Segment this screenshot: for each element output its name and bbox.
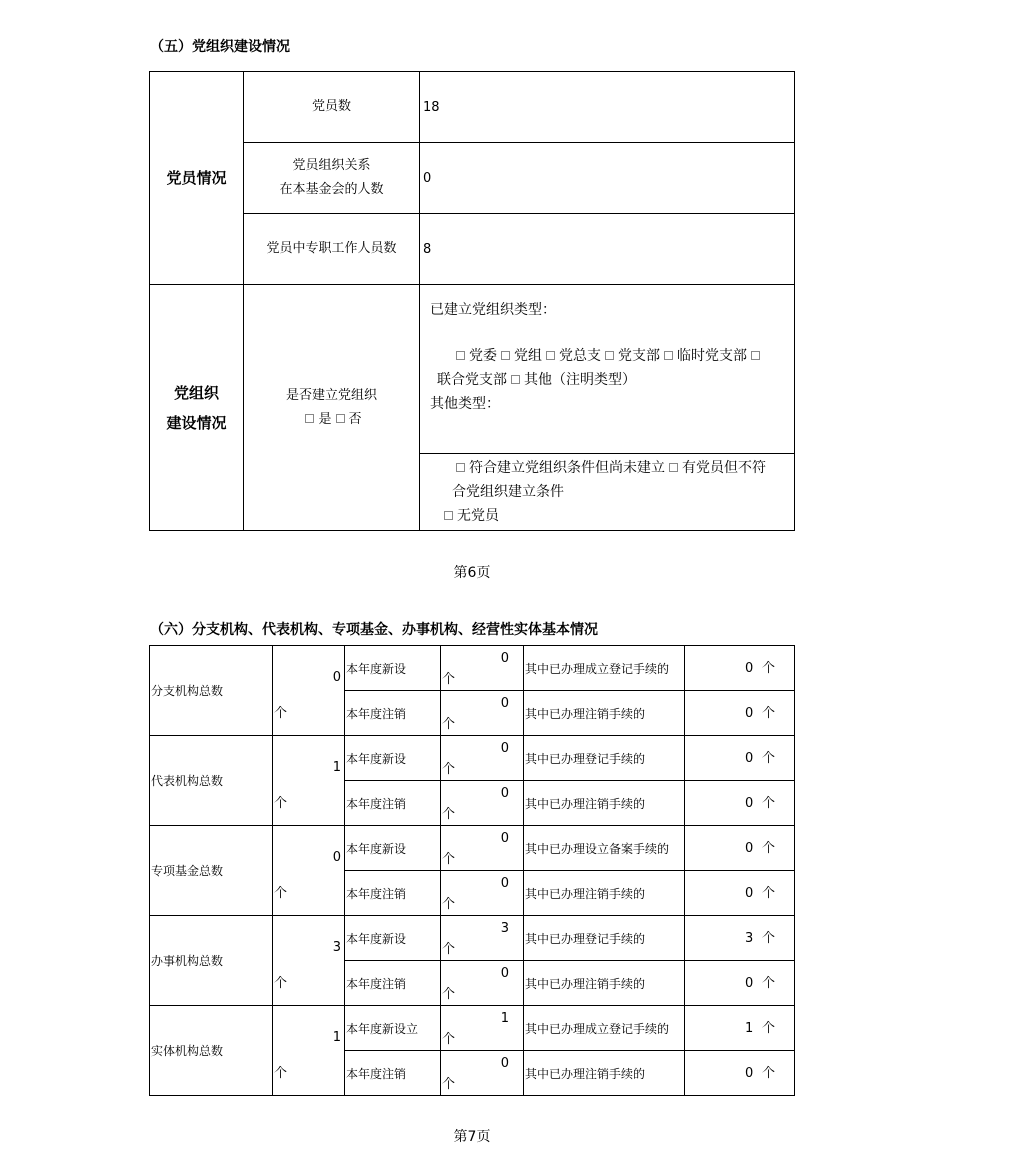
sub-label: 本年度新设 (345, 736, 441, 781)
done-value-cell (685, 1051, 795, 1096)
group-total-cell (273, 736, 345, 826)
sub-label: 本年度新设立 (345, 1006, 441, 1051)
unit-label: 个 (274, 1066, 288, 1081)
not-built-label-1: 符合建立党组织条件但尚未建立 (469, 460, 665, 476)
unit-label: 个 (442, 762, 456, 777)
sub-value: 0 (500, 1056, 509, 1071)
done-value: 0 (745, 796, 754, 811)
section6-title: （六）分支机构、代表机构、专项基金、办事机构、经营性实体基本情况 (150, 622, 598, 638)
member-relation-value: 0 (420, 143, 795, 214)
not-built-cell (420, 454, 795, 531)
type-checkbox-3[interactable] (546, 351, 555, 360)
sub-label: 本年度新设 (345, 826, 441, 871)
table-row (150, 646, 795, 691)
group-name: 代表机构总数 (150, 736, 273, 826)
group-total: 3 (332, 940, 341, 955)
sub-label: 本年度新设 (345, 916, 441, 961)
group-total: 1 (332, 1030, 341, 1045)
done-label: 其中已办理注销手续的 (524, 691, 685, 736)
sub-label: 本年度注销 (345, 691, 441, 736)
type-checkbox-2[interactable] (501, 351, 510, 360)
sub-label: 本年度注销 (345, 961, 441, 1006)
not-built-label-2: 有党员但不符合党组织建立条件 (452, 460, 766, 500)
done-value-cell (685, 1006, 795, 1051)
type-checkbox-6[interactable] (751, 351, 760, 360)
done-value: 0 (745, 886, 754, 901)
type-label-7: 其他（注明类型） (524, 372, 636, 388)
not-built-checkbox-1[interactable] (456, 463, 465, 472)
group-total-cell (273, 1006, 345, 1096)
sub-value-cell (441, 961, 524, 1006)
sub-value-cell (441, 916, 524, 961)
table-row (150, 826, 795, 871)
member-relation-label-line2: 在本基金会的人数 (279, 182, 384, 197)
type-checkbox-5[interactable] (664, 351, 673, 360)
not-built-checkbox-2[interactable] (669, 463, 678, 472)
org-section-label-line1: 党组织 (173, 383, 219, 402)
done-label: 其中已办理注销手续的 (524, 781, 685, 826)
type-label-4: 党支部 (618, 348, 660, 364)
group-total: 1 (332, 760, 341, 775)
done-value: 0 (745, 661, 754, 676)
member-count-label: 党员数 (244, 72, 420, 143)
done-value-cell (685, 646, 795, 691)
other-type-label: 其他类型： (430, 396, 500, 412)
sub-value-cell (441, 781, 524, 826)
branches-table (149, 645, 795, 1096)
type-label-2: 党组 (514, 348, 542, 364)
sub-value: 0 (500, 876, 509, 891)
type-label-1: 党委 (469, 348, 497, 364)
fulltime-staff-label: 党员中专职工作人员数 (244, 214, 420, 285)
group-name: 分支机构总数 (150, 646, 273, 736)
unit-label: 个 (442, 897, 456, 912)
sub-value-cell (441, 691, 524, 736)
sub-label: 本年度注销 (345, 871, 441, 916)
done-label: 其中已办理成立登记手续的 (524, 1006, 685, 1051)
done-label: 其中已办理设立备案手续的 (524, 826, 685, 871)
unit-label: 个 (762, 886, 776, 901)
group-name: 实体机构总数 (150, 1006, 273, 1096)
types-title: 已建立党组织类型： (430, 302, 556, 318)
type-label-3: 党总支 (559, 348, 601, 364)
sub-value-cell (441, 646, 524, 691)
sub-value-cell (441, 871, 524, 916)
done-label: 其中已办理注销手续的 (524, 961, 685, 1006)
unit-label: 个 (442, 1032, 456, 1047)
type-checkbox-4[interactable] (605, 351, 614, 360)
section5-title: （五）党组织建设情况 (150, 39, 290, 55)
unit-label: 个 (442, 717, 456, 732)
done-value-cell (685, 961, 795, 1006)
sub-label: 本年度新设 (345, 646, 441, 691)
done-value: 0 (745, 841, 754, 856)
unit-label: 个 (762, 1066, 776, 1081)
established-question: 是否建立党组织 (285, 387, 377, 403)
group-total-cell (273, 826, 345, 916)
sub-value: 0 (500, 831, 509, 846)
done-label: 其中已办理登记手续的 (524, 736, 685, 781)
done-label: 其中已办理注销手续的 (524, 1051, 685, 1096)
no-label: 否 (348, 411, 362, 427)
unit-label: 个 (762, 796, 776, 811)
done-value-cell (685, 826, 795, 871)
group-total-cell (273, 916, 345, 1006)
type-checkbox-1[interactable] (456, 351, 465, 360)
done-value: 0 (745, 751, 754, 766)
done-value: 0 (745, 1066, 754, 1081)
sub-label: 本年度注销 (345, 1051, 441, 1096)
sub-value-cell (441, 1051, 524, 1096)
sub-value: 0 (500, 786, 509, 801)
done-value: 0 (745, 706, 754, 721)
group-total: 0 (332, 850, 341, 865)
unit-label: 个 (442, 852, 456, 867)
group-total-cell (273, 646, 345, 736)
org-types-cell (420, 285, 795, 454)
group-total: 0 (332, 670, 341, 685)
group-name: 专项基金总数 (150, 826, 273, 916)
unit-label: 个 (442, 942, 456, 957)
yes-label: 是 (318, 411, 332, 427)
table-row (150, 736, 795, 781)
unit-label: 个 (274, 796, 288, 811)
type-checkbox-7[interactable] (511, 375, 520, 384)
unit-label: 个 (442, 807, 456, 822)
unit-label: 个 (762, 661, 776, 676)
done-label: 其中已办理登记手续的 (524, 916, 685, 961)
done-value-cell (685, 871, 795, 916)
unit-label: 个 (762, 841, 776, 856)
member-relation-label (244, 143, 420, 214)
sub-value: 1 (500, 1011, 509, 1026)
member-section-label: 党员情况 (150, 72, 244, 285)
done-value: 1 (745, 1021, 754, 1036)
fulltime-staff-value: 8 (420, 214, 795, 285)
unit-label: 个 (762, 706, 776, 721)
unit-label: 个 (274, 886, 288, 901)
page-number-6: 第6页 (453, 565, 491, 581)
sub-value: 3 (500, 921, 509, 936)
group-name: 办事机构总数 (150, 916, 273, 1006)
sub-value: 0 (500, 966, 509, 981)
table-row (150, 1006, 795, 1051)
org-section-label-line2: 建设情况 (166, 413, 227, 432)
not-built-label-3: 无党员 (457, 508, 499, 524)
done-value: 0 (745, 976, 754, 991)
type-label-5: 临时党支部 (677, 348, 747, 364)
sub-label: 本年度注销 (345, 781, 441, 826)
unit-label: 个 (762, 931, 776, 946)
done-value-cell (685, 736, 795, 781)
unit-label: 个 (762, 751, 776, 766)
done-value: 3 (745, 931, 754, 946)
member-relation-label-line1: 党员组织关系 (292, 158, 371, 173)
unit-label: 个 (442, 1077, 456, 1092)
unit-label: 个 (762, 1021, 776, 1036)
sub-value-cell (441, 736, 524, 781)
not-built-checkbox-3[interactable] (444, 511, 453, 520)
sub-value: 0 (500, 651, 509, 666)
done-value-cell (685, 916, 795, 961)
done-value-cell (685, 781, 795, 826)
done-value-cell (685, 691, 795, 736)
type-label-6: 联合党支部 (437, 372, 507, 388)
done-label: 其中已办理成立登记手续的 (524, 646, 685, 691)
sub-value: 0 (500, 696, 509, 711)
unit-label: 个 (762, 976, 776, 991)
member-count-value: 18 (420, 72, 795, 143)
unit-label: 个 (274, 706, 288, 721)
no-checkbox[interactable] (336, 414, 345, 423)
sub-value-cell (441, 1006, 524, 1051)
yes-checkbox[interactable] (305, 414, 314, 423)
page-number-7: 第7页 (453, 1129, 491, 1145)
table-row (150, 916, 795, 961)
org-section-label (150, 285, 244, 531)
unit-label: 个 (274, 976, 288, 991)
done-label: 其中已办理注销手续的 (524, 871, 685, 916)
sub-value: 0 (500, 741, 509, 756)
unit-label: 个 (442, 672, 456, 687)
established-question-cell (244, 285, 420, 531)
sub-value-cell (441, 826, 524, 871)
party-org-table (149, 71, 795, 531)
unit-label: 个 (442, 987, 456, 1002)
